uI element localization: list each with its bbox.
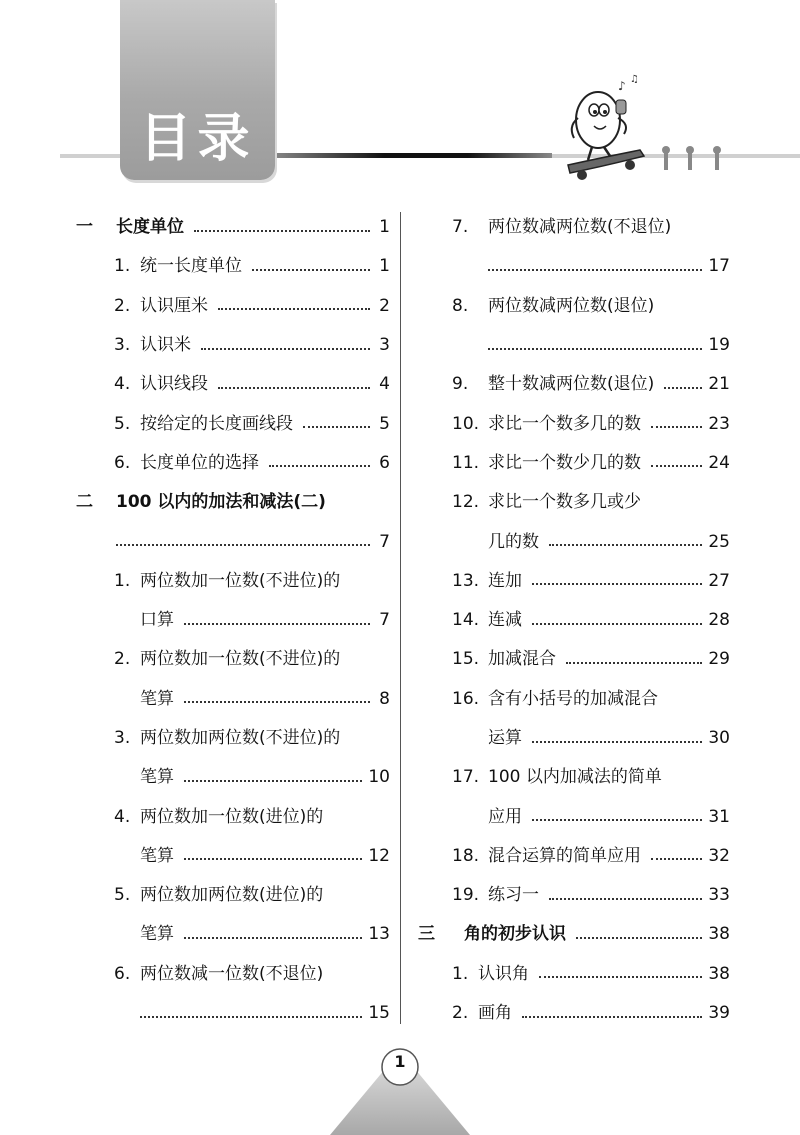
- toc-continuation[interactable]: 15: [70, 994, 390, 1033]
- toc-item[interactable]: 6. 两位数减一位数(不退位): [114, 963, 324, 984]
- svg-text:♫: ♫: [630, 74, 639, 85]
- toc-item[interactable]: 3. 两位数加两位数(不进位)的: [114, 728, 341, 748]
- toc-item[interactable]: 5. 按给定的长度画线段 5: [114, 413, 390, 434]
- toc-item[interactable]: 15. 加减混合 29: [452, 649, 730, 670]
- toc-item[interactable]: 12. 求比一个数多几或少: [452, 492, 641, 513]
- toc-item[interactable]: 2. 两位数加一位数(不进位)的: [114, 649, 341, 670]
- toc-item[interactable]: 17. 100 以内加减法的简单: [452, 767, 662, 788]
- page-number: 1: [394, 1052, 406, 1071]
- toc-left-column: [70, 208, 390, 1033]
- toc-item[interactable]: 14. 连减 28: [452, 610, 730, 631]
- toc-item[interactable]: 9. 整十数减两位数(退位) 21: [452, 374, 730, 395]
- toc-item[interactable]: 4. 两位数加一位数(进位)的: [114, 806, 324, 827]
- column-divider: [400, 212, 401, 1024]
- toc-chapter[interactable]: 一 长度单位 1: [76, 217, 390, 238]
- toc-item[interactable]: 7. 两位数减两位数(不退位): [452, 217, 672, 238]
- toc-item[interactable]: 4. 认识线段 4: [114, 374, 390, 395]
- toc-item[interactable]: 1. 统一长度单位 1: [114, 256, 390, 277]
- toc-continuation[interactable]: 笔算 8: [140, 688, 390, 709]
- toc-chapter[interactable]: 二 100 以内的加法和减法(二): [76, 492, 326, 513]
- toc-item[interactable]: 1. 认识角 38: [452, 963, 730, 984]
- toc-continuation[interactable]: 笔算 12: [140, 845, 390, 866]
- svg-text:♪: ♪: [618, 79, 626, 93]
- toc-continuation[interactable]: 口算 7: [140, 610, 390, 631]
- toc-item[interactable]: 6. 长度单位的选择 6: [114, 452, 390, 473]
- toc-continuation[interactable]: 几的数 25: [488, 531, 730, 552]
- toc-continuation[interactable]: 19: [412, 326, 730, 365]
- toc-item[interactable]: 11. 求比一个数少几的数 24: [452, 452, 730, 473]
- toc-continuation[interactable]: 运算 30: [488, 728, 730, 748]
- toc-chapter[interactable]: 三 角的初步认识 38: [418, 924, 730, 945]
- toc-continuation[interactable]: 笔算 13: [140, 924, 390, 945]
- skateboard-mascot-icon: [560, 70, 740, 190]
- toc-item[interactable]: 18. 混合运算的简单应用 32: [452, 845, 730, 866]
- toc-item[interactable]: 1. 两位数加一位数(不进位)的: [114, 570, 341, 591]
- toc-item[interactable]: 13. 连加 27: [452, 570, 730, 591]
- toc-item[interactable]: 8. 两位数减两位数(退位): [452, 295, 655, 316]
- page-title: 目录: [139, 109, 256, 169]
- toc-item[interactable]: 2. 认识厘米 2: [114, 295, 390, 316]
- title-tab: [120, 0, 275, 180]
- toc-continuation[interactable]: 17: [412, 247, 730, 286]
- toc-item[interactable]: 16. 含有小括号的加减混合: [452, 688, 658, 709]
- header-rule-dark: [272, 153, 552, 158]
- toc-item[interactable]: 5. 两位数加两位数(进位)的: [114, 885, 324, 906]
- toc-item[interactable]: 2. 画角 39: [452, 1003, 730, 1024]
- toc-right-column: [412, 208, 730, 1033]
- toc-continuation[interactable]: 应用 31: [488, 806, 730, 827]
- toc-continuation[interactable]: 7: [70, 522, 390, 561]
- toc-item[interactable]: 10. 求比一个数多几的数 23: [452, 413, 730, 434]
- toc-item[interactable]: 3. 认识米 3: [114, 335, 390, 356]
- toc-item[interactable]: 19. 练习一 33: [452, 885, 730, 906]
- toc-continuation[interactable]: 笔算 10: [140, 767, 390, 788]
